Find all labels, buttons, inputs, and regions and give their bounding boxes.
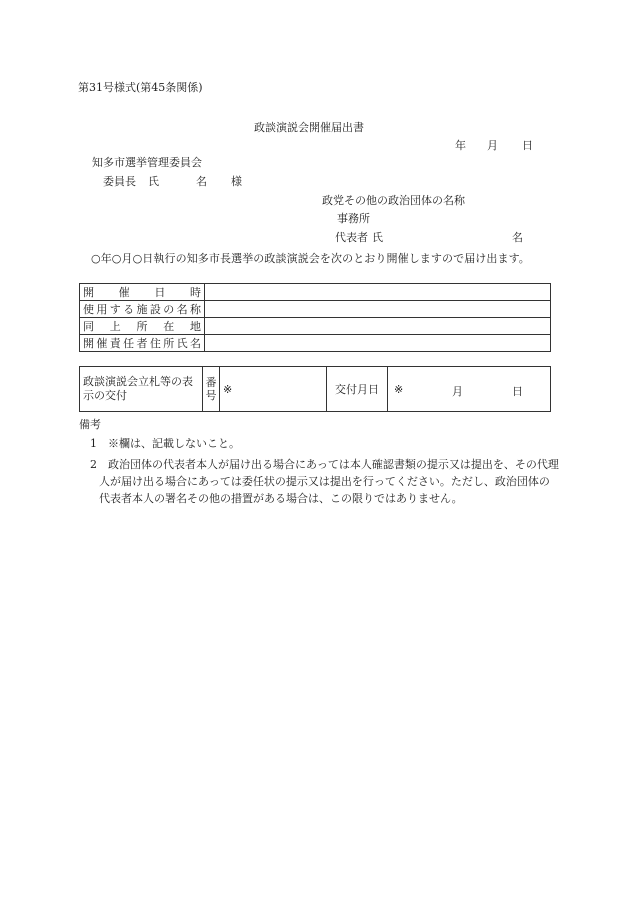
row-label: 使用する施設の名称	[80, 301, 205, 318]
issue-date-mark: ※	[394, 383, 404, 396]
row-value[interactable]	[205, 318, 551, 335]
table-row	[80, 301, 551, 318]
issue-date-cell	[388, 367, 551, 412]
row-label: 開催日時	[80, 284, 205, 301]
party-name-label: 政党その他の政治団体の名称	[322, 194, 465, 207]
row-label: 開催責任者住所氏名	[80, 335, 205, 352]
number-label: 番号	[203, 367, 220, 412]
table-row	[80, 318, 551, 335]
sign-issuance-label: 政談演説会立札等の表示の交付	[80, 367, 203, 412]
date-month-label: 月	[487, 139, 498, 152]
details-table	[79, 283, 551, 352]
number-mark: ※	[220, 367, 327, 412]
representative-name-2: 名	[512, 231, 523, 244]
form-reference: 第31号様式(第45条関係)	[78, 81, 203, 94]
chair-name-1: 氏	[148, 175, 159, 188]
date-year-label: 年	[455, 139, 466, 152]
intro-text: ○年○月○日執行の知多市長選挙の政談演説会を次のとおり開催しますので届け出ます。	[91, 252, 530, 265]
table-row	[80, 335, 551, 352]
remark-note-1: 1 ※欄は、記載しないこと。	[90, 437, 240, 450]
document-title: 政談演説会開催届出書	[254, 121, 364, 134]
office-label: 事務所	[337, 212, 370, 225]
row-label: 同上所在地	[80, 318, 205, 335]
table-row	[80, 367, 551, 412]
remark-note-2: 2 政治団体の代表者本人が届け出る場合にあっては本人確認書類の提示又は提出を、その代理人が届け出る場合にあっては委任状の提示又は提出を行ってください。ただし、政治団体の代表者本人の署名その他の措置がある場合は、この限りではありません。	[90, 458, 559, 505]
representative-label: 代表者	[335, 231, 368, 244]
date-day-label: 日	[522, 139, 533, 152]
sign-issuance-table	[79, 366, 551, 412]
chair-name-2: 名	[196, 175, 207, 188]
row-value[interactable]	[205, 301, 551, 318]
chair-honorific: 様	[231, 175, 242, 188]
chair-title: 委員長	[103, 175, 136, 188]
remarks-title: 備考	[79, 418, 101, 431]
issue-date-label: 交付月日	[327, 367, 388, 412]
addressee: 知多市選挙管理委員会	[92, 156, 202, 169]
row-value[interactable]	[205, 335, 551, 352]
issue-day-label: 日	[512, 385, 523, 398]
table-row	[80, 284, 551, 301]
representative-name-1: 氏	[372, 231, 383, 244]
row-value[interactable]	[205, 284, 551, 301]
issue-month-label: 月	[452, 385, 463, 398]
